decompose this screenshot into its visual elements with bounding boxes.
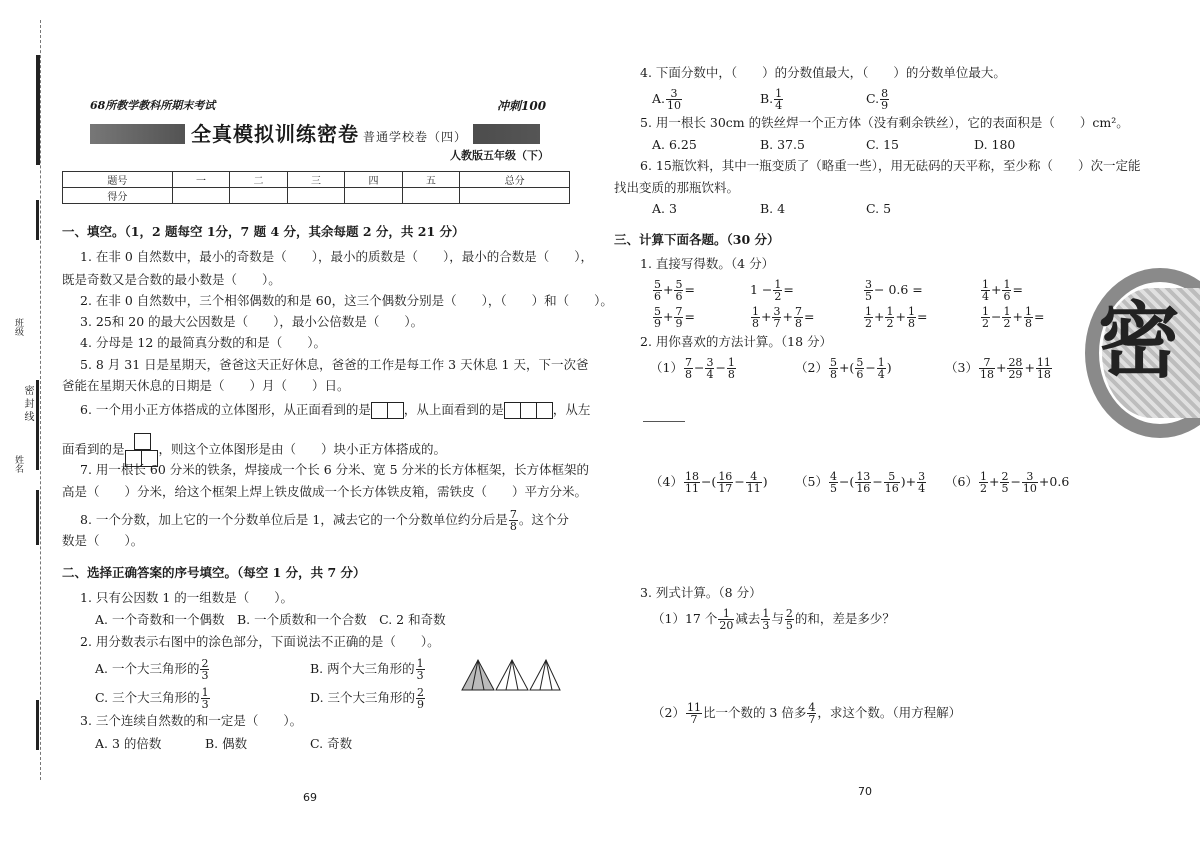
question-5-cont: 爸能在星期天休息的日期是（ ）月（ ）日。 (62, 378, 350, 393)
choice-6-option-a: A. 3 (652, 201, 677, 216)
score-cell[interactable] (172, 188, 229, 204)
expression-5: （5） $\frac{4}{5}$ −( $\frac{13}{16}$ − $\frac{5}{16}$ )+ $\frac{3}{4}$ (795, 470, 926, 495)
choice-6-option-b: B. 4 (760, 201, 786, 216)
choice-6-cont: 找出变质的那瓶饮料。 (614, 180, 740, 195)
page-number-right: 70 (858, 785, 872, 798)
choice-5: 5. 用一根长 30cm 的铁丝焊一个正方体（没有剩余铁丝），它的表面积是（ ）cm²。 (640, 115, 1129, 130)
choice-4-option-b: B. $\frac{1}{4}$ (760, 87, 783, 112)
word-problem-2: （2） $\frac{11}{7}$ 比一个数的 3 倍多 $\frac{4}{7}$ ，求这个数。（用方程解） (652, 701, 962, 726)
triangles-figure (460, 658, 562, 692)
calc-item: 1 − $\frac{1}{2}$ = (750, 278, 794, 303)
score-cell[interactable] (230, 188, 287, 204)
question-4: 4. 分母是 12 的最简真分数的和是（ ）。 (80, 335, 327, 350)
section-1-title: 一、填空。（1，2 题每空 1分，7 题 4 分，其余每题 2 分，共 21 分） (62, 224, 465, 239)
question-8-cont: 数是（ ）。 (62, 533, 144, 548)
binding-name-label: 姓名 (13, 455, 23, 473)
choice-3-option-a: A. 3 的倍数 (95, 736, 162, 751)
word-problem-1: （1）17 个 $\frac{1}{20}$ 减去 $\frac{1}{3}$ 与 $\frac{2}{5}$ 的和，差是多少？ (652, 607, 895, 632)
choice-1: 1. 只有公因数 1 的一组数是（ ）。 (80, 590, 294, 605)
question-7-cont: 高是（ ）分米，给这个框架上焊上铁皮做成一个长方体铁皮箱，需铁皮（ ）平方分米。 (62, 484, 588, 499)
score-cell[interactable] (460, 188, 570, 204)
choice-2-option-d: D. 三个大三角形的 $\frac{2}{9}$ (310, 686, 425, 711)
calc-item: $\frac{5}{9}$ + $\frac{7}{9}$ = (654, 305, 695, 330)
question-7: 7. 用一根长 60 分米的铁条，焊接成一个长 6 分米、宽 5 分米的长方体框架，长方体框架的 (80, 462, 590, 477)
paper-title: 全真模拟训练密卷 普通学校卷（四） (185, 118, 473, 147)
calc-item: $\frac{1}{2}$ − $\frac{1}{2}$ + $\frac{1}{8}$ = (982, 305, 1045, 330)
choice-2: 2. 用分数表示右图中的涂色部分，下面说法不正确的是（ ）。 (80, 634, 440, 649)
question-1: 1. 在非 0 自然数中，最小的奇数是（ ），最小的质数是（ ），最小的合数是（ ）， (80, 249, 594, 264)
expression-2: （2） $\frac{5}{8}$ +( $\frac{5}{6}$ − $\frac{1}{4}$ ) (795, 356, 892, 381)
choice-6: 6. 15瓶饮料，其中一瓶变质了（略重一些），用无砝码的天平称，至少称（ ）次一定能 (640, 158, 1141, 173)
calc-item: $\frac{1}{4}$ + $\frac{1}{6}$ = (982, 278, 1023, 303)
choice-2-option-c: C. 三个大三角形的 $\frac{1}{3}$ (95, 686, 209, 711)
binding-seal-line: 密 封 线 (22, 385, 33, 422)
choice-3-option-b: B. 偶数 (205, 736, 248, 751)
score-cell[interactable] (402, 188, 459, 204)
choice-2-option-a: A. 一个大三角形的 $\frac{2}{3}$ (95, 657, 209, 682)
choice-4-option-c: C. $\frac{8}{9}$ (866, 87, 889, 112)
part-1-title: 1. 直接写得数。（4 分） (640, 256, 775, 271)
binding-bar (36, 490, 39, 545)
binding-bar (36, 55, 40, 165)
question-5: 5. 8 月 31 日是星期天，爸爸这天正好休息，爸爸的工作是每工作 3 天休息 1 天，下一次爸 (80, 357, 589, 372)
section-2-title: 二、选择正确答案的序号填空。（每空 1 分，共 7 分） (62, 565, 366, 580)
expression-3: （3） $\frac{7}{18}$ + $\frac{28}{29}$ + $\frac{11}{18}$ (945, 356, 1051, 381)
question-8: 8. 一个分数，加上它的一个分数单位后是 1，减去它的一个分数单位约分后是 $\frac{7}{8}$ 。这个分 (80, 508, 569, 533)
binding-bar (36, 700, 39, 750)
calc-item: $\frac{3}{5}$ − 0.6 = (865, 278, 923, 303)
choice-5-option-a: A. 6.25 (652, 137, 697, 152)
calc-item: $\frac{1}{8}$ + $\frac{3}{7}$ + $\frac{7}{8}$ = (752, 305, 815, 330)
question-6-cont: 面看到的是 ，则这个立体图形是由（ ）块小正方体搭成的。 (62, 433, 446, 467)
part-2-title: 2. 用你喜欢的方法计算。（18 分） (640, 334, 833, 349)
page-number-left: 69 (303, 791, 317, 804)
choice-4: 4. 下面分数中，（ ）的分数值最大，（ ）的分数单位最大。 (640, 65, 1006, 80)
choice-4-option-a: A. $\frac{3}{10}$ (652, 87, 682, 112)
table-row: 题号 一 二 三 四 五 总分 (63, 172, 570, 188)
table-row: 得分 (63, 188, 570, 204)
fraction: $\frac{7}{8}$ (509, 508, 517, 533)
part-3-title: 3. 列式计算。（8 分） (640, 585, 762, 600)
score-cell[interactable] (287, 188, 344, 204)
question-3: 3. 25和 20 的最大公因数是（ ），最小公倍数是（ ）。 (80, 314, 424, 329)
choice-5-option-d: D. 180 (974, 137, 1016, 152)
question-1-cont: 既是奇数又是合数的最小数是（ ）。 (62, 272, 281, 287)
choice-1-options: A. 一个奇数和一个偶数 B. 一个质数和一个合数 C. 2 和奇数 (95, 612, 446, 627)
expression-6: （6） $\frac{1}{2}$ + $\frac{2}{5}$ − $\frac{3}{10}$ +0.6 (945, 470, 1070, 495)
score-cell[interactable] (345, 188, 402, 204)
dash-mark (643, 421, 685, 422)
top-view-figure (504, 402, 553, 419)
choice-3-option-c: C. 奇数 (310, 736, 353, 751)
choice-5-option-c: C. 15 (866, 137, 899, 152)
question-6: 6. 一个用小正方体搭成的立体图形，从正面看到的是 ，从上面看到的是 ，从左 (80, 402, 591, 417)
calc-item: $\frac{1}{2}$ + $\frac{1}{2}$ + $\frac{1}{8}$ = (865, 305, 928, 330)
front-view-figure (371, 402, 404, 419)
binding-bar (36, 200, 39, 240)
binding-bar (36, 380, 39, 470)
choice-5-option-b: B. 37.5 (760, 137, 805, 152)
expression-4: （4） $\frac{18}{11}$ −( $\frac{16}{17}$ − $\frac{4}{11}$ ) (650, 470, 768, 495)
choice-6-option-c: C. 5 (866, 201, 892, 216)
brand-logo: 冲刺100 (497, 99, 547, 113)
calc-item: $\frac{5}{6}$ + $\frac{5}{6}$ = (654, 278, 695, 303)
score-table (62, 171, 570, 204)
choice-2-option-b: B. 两个大三角形的 $\frac{1}{3}$ (310, 657, 424, 682)
exam-series: 68所教学教科所期末考试 (90, 99, 216, 112)
binding-class-label: 班级 (13, 318, 23, 336)
question-2: 2. 在非 0 自然数中，三个相邻偶数的和是 60，这三个偶数分别是（ ），（ ）和（ ）。 (80, 293, 613, 308)
edition-label: 人教版五年级（下） (450, 149, 549, 162)
confidential-seal: 密 (1080, 262, 1200, 447)
expression-1: （1） $\frac{7}{8}$ − $\frac{3}{4}$ − $\frac{1}{8}$ (650, 356, 735, 381)
section-3-title: 三、计算下面各题。（30 分） (614, 232, 780, 247)
binding-cut-line (40, 20, 41, 780)
choice-3: 3. 三个连续自然数的和一定是（ ）。 (80, 713, 303, 728)
